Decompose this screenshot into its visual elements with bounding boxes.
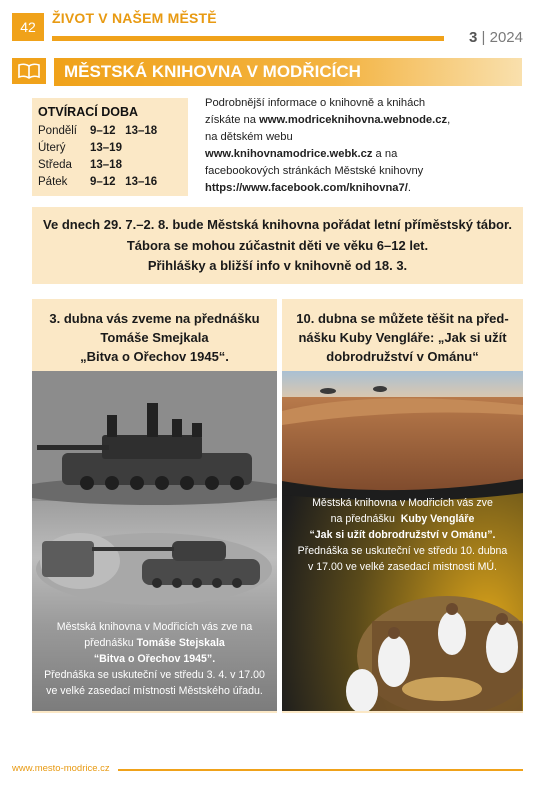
hours-day: Úterý xyxy=(38,142,66,154)
info-line: Podrobnější informace o knihovně a knihách xyxy=(205,97,426,109)
info-line: na dětském webu xyxy=(205,131,293,143)
opening-hours-title: OTVÍRACÍ DOBA xyxy=(38,105,138,119)
facebook-link[interactable]: https://www.facebook.com/knihovna7/ xyxy=(205,182,408,194)
notice-line: Přihlášky a bližší info v knihovně od 18. 3. xyxy=(147,258,408,273)
issue-separator: | xyxy=(477,29,490,46)
lecture-card-orechov xyxy=(32,299,277,713)
hours-row xyxy=(38,157,182,174)
poster-line: v 17.00 ve velké zasedací mistnosti MÚ. xyxy=(307,561,497,573)
notice-line: Ve dnech 29. 7.–2. 8. bude Městská knihovna pořádat letní příměstský tábor. xyxy=(43,217,512,232)
info-text: získáte na xyxy=(205,114,260,126)
info-line xyxy=(205,146,530,163)
footer-rule xyxy=(118,769,523,771)
issue-year: 2024 xyxy=(489,29,523,46)
poster-line: Městská knihovna v Modřicích vás zve na xyxy=(56,621,253,633)
poster-line: “Bitva o Ořechov 1945”. xyxy=(93,653,216,665)
hours-row xyxy=(38,174,182,191)
card-heading-line: Tomáše Smejkala xyxy=(100,330,209,345)
book-icon xyxy=(18,63,40,79)
hours-day: Pátek xyxy=(38,176,68,188)
poster-text-fragment: přednášku xyxy=(84,637,137,649)
page-title: MĚSTSKÁ KNIHOVNA V MODŘICÍCH xyxy=(54,58,522,86)
section-title: ŽIVOT V NAŠEM MĚSTĚ xyxy=(52,10,217,26)
poster-text xyxy=(282,495,523,575)
card-heading-line: nášku Kuby Vengláře: „Jak si užít xyxy=(298,330,507,345)
book-icon-box xyxy=(12,58,46,84)
hours-day: Pondělí xyxy=(38,125,78,137)
hours-time: 13–19 xyxy=(90,142,122,154)
card-heading-line: 3. dubna vás zveme na přednášku xyxy=(49,311,260,326)
poster-text xyxy=(32,619,277,699)
poster-line: Přednáška se uskuteční ve středu 10. dubna xyxy=(297,545,508,557)
poster-line: Přednáška se uskuteční ve středu 3. 4. v 17.00 xyxy=(44,669,265,681)
page-number: 42 xyxy=(12,13,44,41)
header-rule xyxy=(52,36,444,41)
hours-day: Středa xyxy=(38,159,72,171)
issue-number: 3 xyxy=(469,29,478,46)
lecturer-name: Tomáše Stejskala xyxy=(136,637,225,649)
hours-time: 9–12 13–18 xyxy=(90,125,158,137)
tank-photo-image xyxy=(32,371,277,621)
info-text: , xyxy=(447,114,451,126)
poster-line: Městská knihovna v Modřicích vás zve xyxy=(312,497,493,509)
hours-time: 9–12 13–16 xyxy=(90,176,158,188)
info-text: a na xyxy=(372,148,398,160)
library-info xyxy=(205,95,530,197)
card-heading xyxy=(282,299,523,366)
lecturer-name: Kuby Vengláře xyxy=(400,513,475,525)
notice-line: Tábora se mohou zúčastnit děti ve věku 6–12 let. xyxy=(126,237,429,253)
card-heading-line: 10. dubna se můžete těšit na před- xyxy=(296,311,509,326)
card-heading xyxy=(32,299,277,366)
oman-poster xyxy=(282,371,523,711)
poster-text-fragment: na přednášku xyxy=(330,513,401,525)
hours-row xyxy=(38,140,182,157)
summer-camp-notice xyxy=(32,207,523,284)
opening-hours-box xyxy=(32,98,188,196)
poster-line: ve velké zasedací místnosti Městského úřadu. xyxy=(46,685,263,697)
poster-line xyxy=(32,635,277,651)
kids-web-link[interactable]: www.knihovnamodrice.webk.cz xyxy=(205,148,373,160)
info-text: . xyxy=(407,182,411,194)
info-line xyxy=(205,180,530,197)
info-line xyxy=(205,112,530,129)
orechov-poster xyxy=(32,371,277,711)
card-heading-line: dobrodružství v Ománu“ xyxy=(326,349,479,364)
hours-time: 13–18 xyxy=(90,159,122,171)
poster-line xyxy=(282,511,523,527)
info-line: facebookových stránkách Městské knihovny xyxy=(205,165,424,177)
lecture-card-oman xyxy=(282,299,523,713)
issue-label xyxy=(469,29,523,46)
library-web-link[interactable]: www.modriceknihovna.webnode.cz xyxy=(259,114,448,126)
footer-website-link[interactable]: www.mesto-modrice.cz xyxy=(12,763,110,774)
card-heading-line: „Bitva o Ořechov 1945“. xyxy=(80,349,229,364)
hours-row xyxy=(38,123,182,140)
poster-line: “Jak si užít dobrodružství v Ománu”. xyxy=(309,529,496,541)
